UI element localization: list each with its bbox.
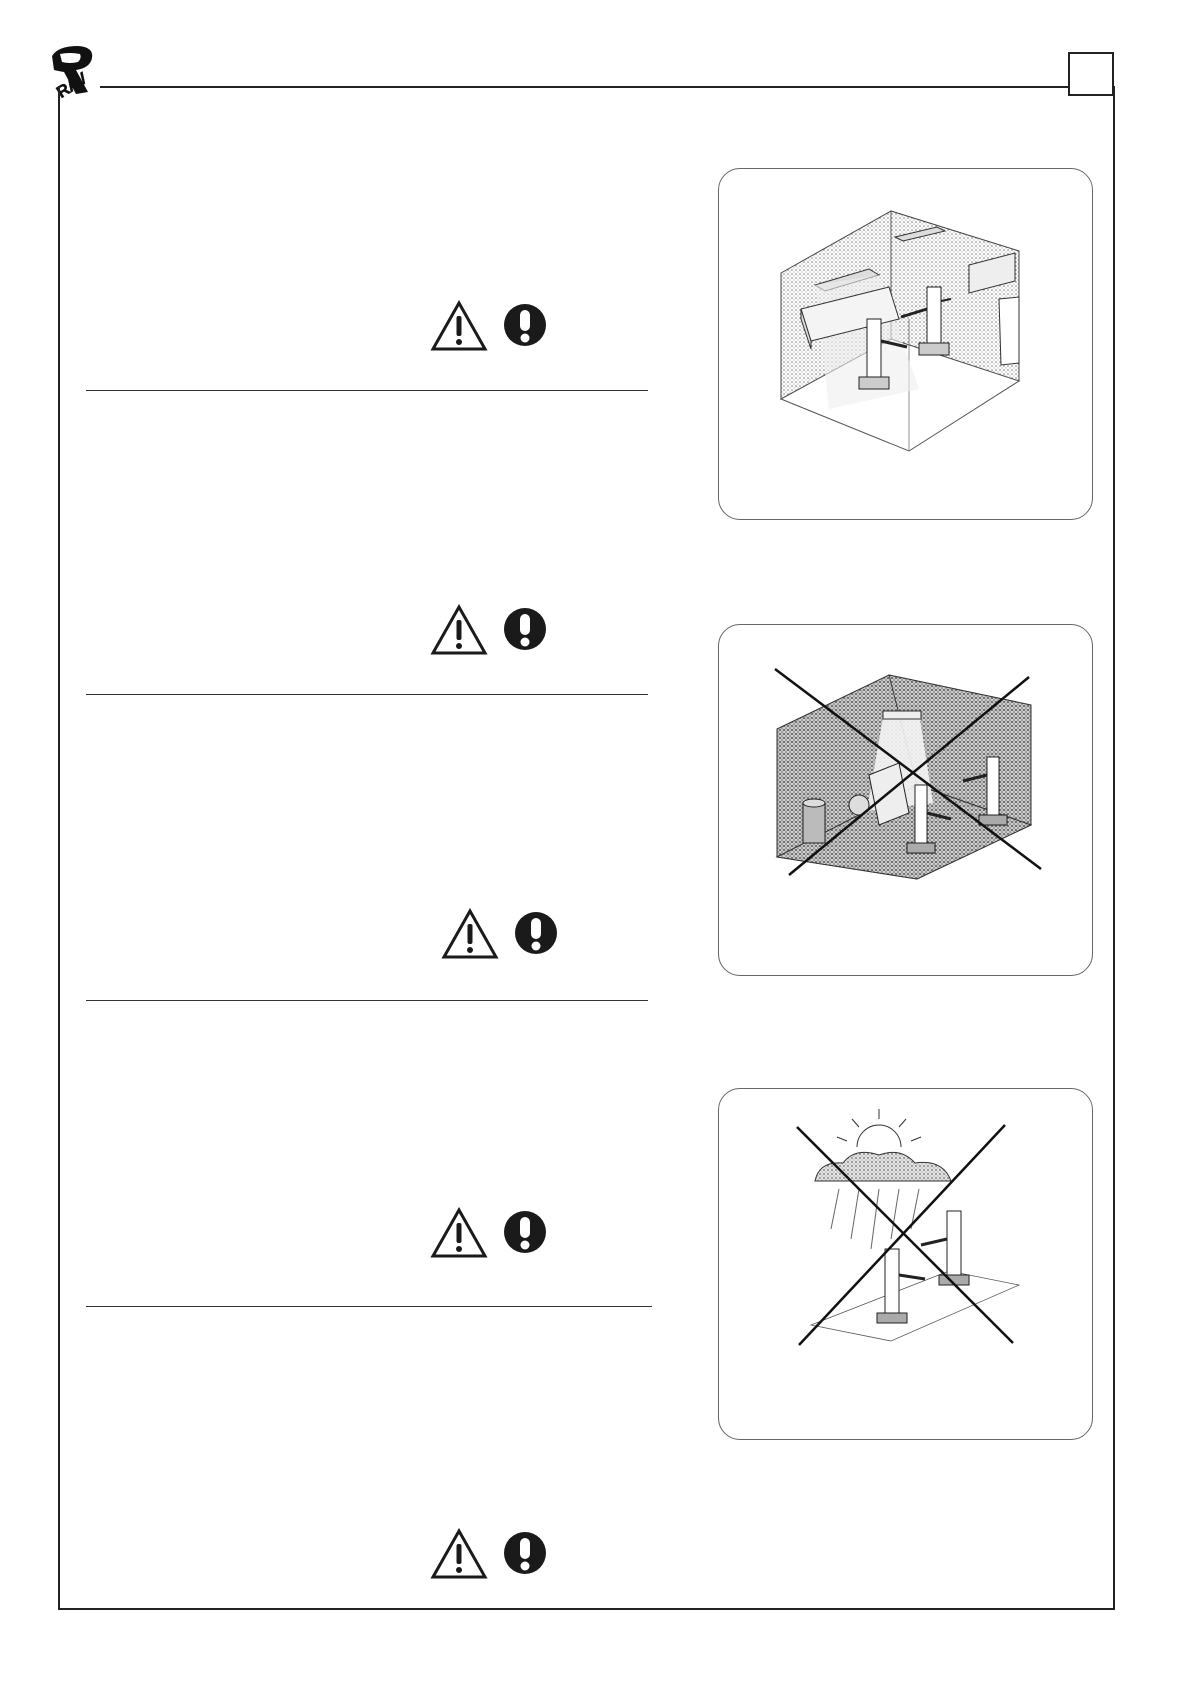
figure-panel-polluted: [718, 624, 1093, 976]
workshop-room-illustration: [719, 169, 1094, 521]
section-divider: [86, 1306, 652, 1307]
warning-triangle-icon: [430, 604, 488, 656]
exclamation-circle-icon: [502, 1530, 548, 1576]
warning-icon-group: [430, 1528, 550, 1582]
outdoor-weather-illustration: [719, 1089, 1094, 1441]
warning-triangle-icon: [430, 300, 488, 352]
exclamation-circle-icon: [502, 302, 548, 348]
section-divider: [86, 390, 648, 391]
logo-text: RAV: [53, 69, 91, 103]
section-divider: [86, 1000, 648, 1001]
exclamation-circle-icon: [502, 606, 548, 652]
warning-triangle-icon: [441, 908, 499, 960]
warning-icon-group: [441, 908, 561, 962]
warning-triangle-icon: [430, 1528, 488, 1580]
warning-icon-group: [430, 300, 550, 354]
figure-panel-outdoor: [718, 1088, 1093, 1440]
exclamation-circle-icon: [513, 910, 559, 956]
warning-icon-group: [430, 604, 550, 658]
section-divider: [86, 694, 648, 695]
warning-triangle-icon: [430, 1207, 488, 1259]
warning-icon-group: [430, 1207, 550, 1261]
figure-panel-indoor: [718, 168, 1093, 520]
polluted-room-illustration: [719, 625, 1094, 977]
exclamation-circle-icon: [502, 1209, 548, 1255]
